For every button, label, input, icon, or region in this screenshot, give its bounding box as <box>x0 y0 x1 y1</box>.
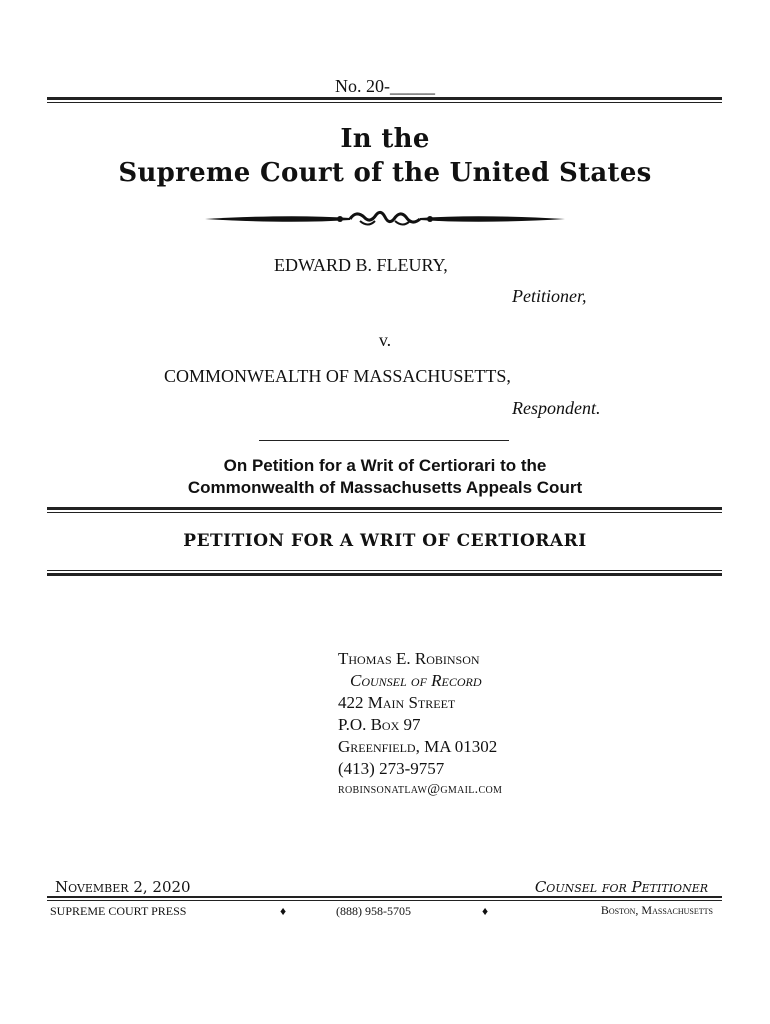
middle-rule-thin <box>47 512 722 513</box>
docket-number: No. 20-_____ <box>335 76 435 96</box>
counsel-for: Counsel for Petitioner <box>534 878 708 896</box>
middle-rule-thick <box>47 507 722 510</box>
separator-icon: ♦ <box>280 904 287 918</box>
versus: v. <box>378 330 392 350</box>
footer-rule-thick <box>47 896 722 898</box>
respondent-role: Respondent. <box>512 398 601 418</box>
top-rule-thin <box>47 102 722 103</box>
press-phone: (888) 958-5705 <box>336 904 411 918</box>
separator-icon: ♦ <box>482 904 489 918</box>
counsel-city: Greenfield, MA 01302 <box>338 737 498 756</box>
counsel-phone: (413) 273-9757 <box>338 759 445 778</box>
counsel-role: Counsel of Record <box>350 671 482 690</box>
footer-rule-thin <box>47 900 722 901</box>
press-location: Boston, Massachusetts <box>600 903 713 917</box>
ornament-divider-icon <box>200 208 570 230</box>
top-rule-thick <box>47 97 722 100</box>
counsel-po-box: P.O. Box 97 <box>338 715 421 734</box>
counsel-street: 422 Main Street <box>338 693 456 712</box>
lower-rule-thin <box>47 570 722 571</box>
petition-on-line-2: Commonwealth of Massachusetts Appeals Court <box>187 478 583 497</box>
petitioner-name: EDWARD B. FLEURY, <box>274 255 448 275</box>
petition-on-line-1: On Petition for a Writ of Certiorari to the <box>223 456 547 475</box>
counsel-email[interactable]: robinsonatlaw@gmail.com <box>338 782 503 797</box>
court-line-2: Supreme Court of the United States <box>118 158 652 188</box>
lower-rule-thick <box>47 573 722 576</box>
court-line-1: In the <box>340 124 430 154</box>
press-name: SUPREME COURT PRESS <box>50 904 187 918</box>
respondent-name: COMMONWEALTH OF MASSACHUSETTS, <box>164 366 511 386</box>
filing-date: November 2, 2020 <box>55 878 191 896</box>
short-rule <box>259 440 509 441</box>
counsel-name: Thomas E. Robinson <box>338 649 480 668</box>
document-title: PETITION FOR A WRIT OF CERTIORARI <box>183 531 587 551</box>
petitioner-role: Petitioner, <box>512 286 587 306</box>
